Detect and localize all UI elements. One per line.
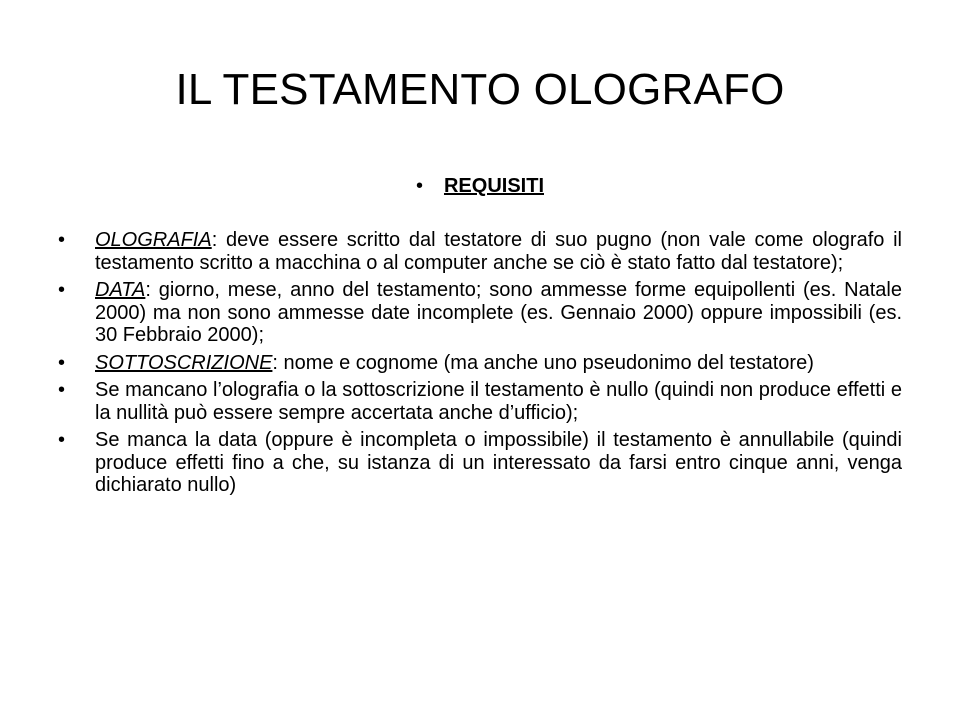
requirements-list [58,229,902,502]
term-sottoscrizione: SOTTOSCRIZIONE [95,351,273,374]
bullet-icon: • [415,175,423,197]
subheading [0,174,960,198]
bullet-icon: • [58,229,66,251]
bullet-icon: • [58,279,66,301]
item-text: : nome e cognome (ma anche uno pseudonimo del testatore) [272,351,814,374]
list-item-data [58,279,902,347]
item-text: : deve essere scritto dal testatore di suo pugno (non vale come olografo il testamento scritto a macchina o al computer anche se ciò è stato fatto dal testatore); [95,229,902,274]
term-data: DATA [95,279,146,301]
slide-title: IL TESTAMENTO OLOGRAFO [175,65,785,114]
list-item-nullita [58,379,902,424]
list-item-annullabilita [58,429,902,497]
list-item-olografia [58,229,902,274]
subheading-label: REQUISITI [443,175,544,197]
item-text: Se manca la data (oppure è incompleta o impossibile) il testamento è annullabile (quindi produce effetti fino a che, su istanza di un interessato da farsi entro cinque anni, venga dichiarato nullo) [95,429,902,496]
item-text: Se mancano l’olografia o la sottoscrizione il testamento è nullo (quindi non produce effetti e la nullità può essere sempre accertata anche d’ufficio); [95,379,902,424]
bullet-icon: • [58,351,66,374]
bullet-icon: • [58,429,66,451]
list-item-sottoscrizione [58,352,902,375]
bullet-icon: • [58,379,66,401]
item-text: : giorno, mese, anno del testamento; sono ammesse forme equipollenti (es. Natale 2000) ma non sono ammesse date incomplete (es. Gennaio 2000) oppure impossibili (es. 30 Febbraio 2000); [95,279,902,346]
term-olografia: OLOGRAFIA [95,229,212,251]
